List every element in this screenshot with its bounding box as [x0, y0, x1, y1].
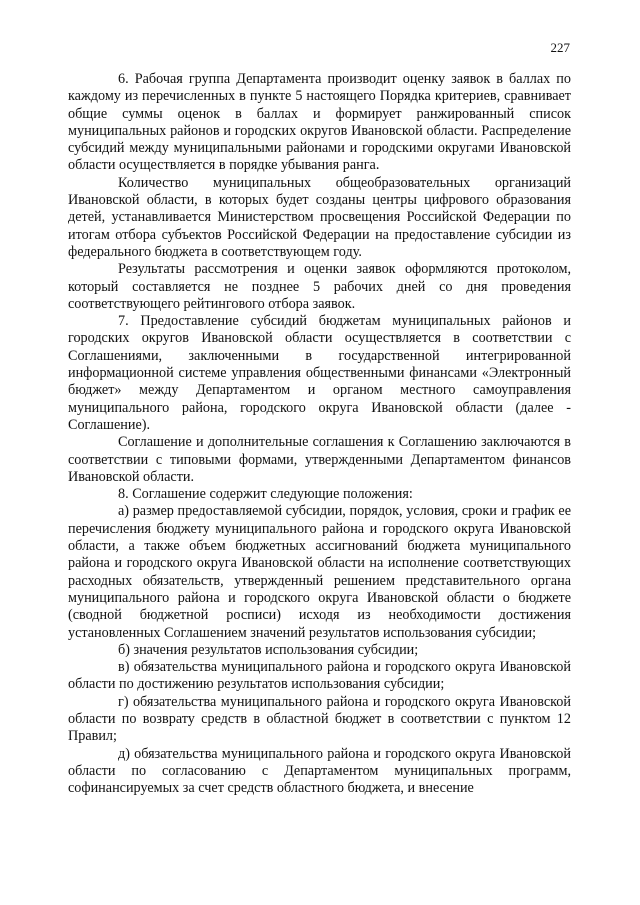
paragraph-schools-count: Количество муниципальных общеобразовательных организаций Ивановской области, в которых будет созданы центры цифрового образования детей, устанавливается Министерством просвещения Российской Федерации по итогам отбора субъектов Российской Федерации на предоставление субсидии из федерального бюджета в соответствующем году.: [68, 174, 571, 260]
paragraph-results-protocol: Результаты рассмотрения и оценки заявок оформляются протоколом, который составляется не позднее 5 рабочих дней со дня проведения соответствующего рейтингового отбора заявок.: [68, 261, 571, 312]
page-number: 227: [550, 40, 570, 55]
paragraph-subitem-a: а) размер предоставляемой субсидии, порядок, условия, сроки и график ее перечисления бюджету муниципального района и городского округа Ивановской области, а также объем бюджетных ассигнований бюджета муниципального района и городского округа Ивановской области на исполнение соответствующих расходных обязательств, утвержденный решением представительного органа муниципального района и городского округа Ивановской области о бюджете (сводной бюджетной росписи) исходя из необходимости достижения установленных Соглашением значений результатов использования субсидии;: [68, 503, 571, 641]
paragraph-subitem-g: г) обязательства муниципального района и городского округа Ивановской области по возврату средств в областной бюджет в соответствии с пунктом 12 Правил;: [68, 693, 571, 745]
paragraph-subitem-d: д) обязательства муниципального района и городского округа Ивановской области по согласованию с Департаментом муниципальных программ, софинансируемых за счет средств областного бюджета, и внесение: [68, 745, 571, 797]
paragraph-item-8: 8. Соглашение содержит следующие положения:: [118, 486, 413, 503]
paragraph-item-7: 7. Предоставление субсидий бюджетам муниципальных районов и городских округов Ивановской области осуществляется в соответствии с Соглашениями, заключенными в государственной интегрированной информационной системе управления общественными финансами «Электронный бюджет» между Департаментом и органом местного самоуправления муниципального района, городского округа Ивановской области (далее - Соглашение).: [68, 313, 571, 433]
paragraph-item-6: 6. Рабочая группа Департамента производит оценку заявок в баллах по каждому из перечисленных в пункте 5 настоящего Порядка критериев, сравнивает общие суммы оценок в баллах и формирует ранжированный список муниципальных районов и городских округов Ивановской области. Распределение субсидий между муниципальными районами и городскими округами Ивановской области осуществляется в порядке убывания ранга.: [68, 71, 571, 174]
paragraph-subitem-b: б) значения результатов использования субсидии;: [118, 641, 419, 658]
document-body: [68, 71, 571, 797]
paragraph-subitem-v: в) обязательства муниципального района и городского округа Ивановской области по достижению результатов использования субсидии;: [68, 659, 571, 693]
paragraph-agreement-forms: Соглашение и дополнительные соглашения к Соглашению заключаются в соответствии с типовыми формами, утвержденными Департаментом финансов Ивановской области.: [68, 434, 571, 485]
